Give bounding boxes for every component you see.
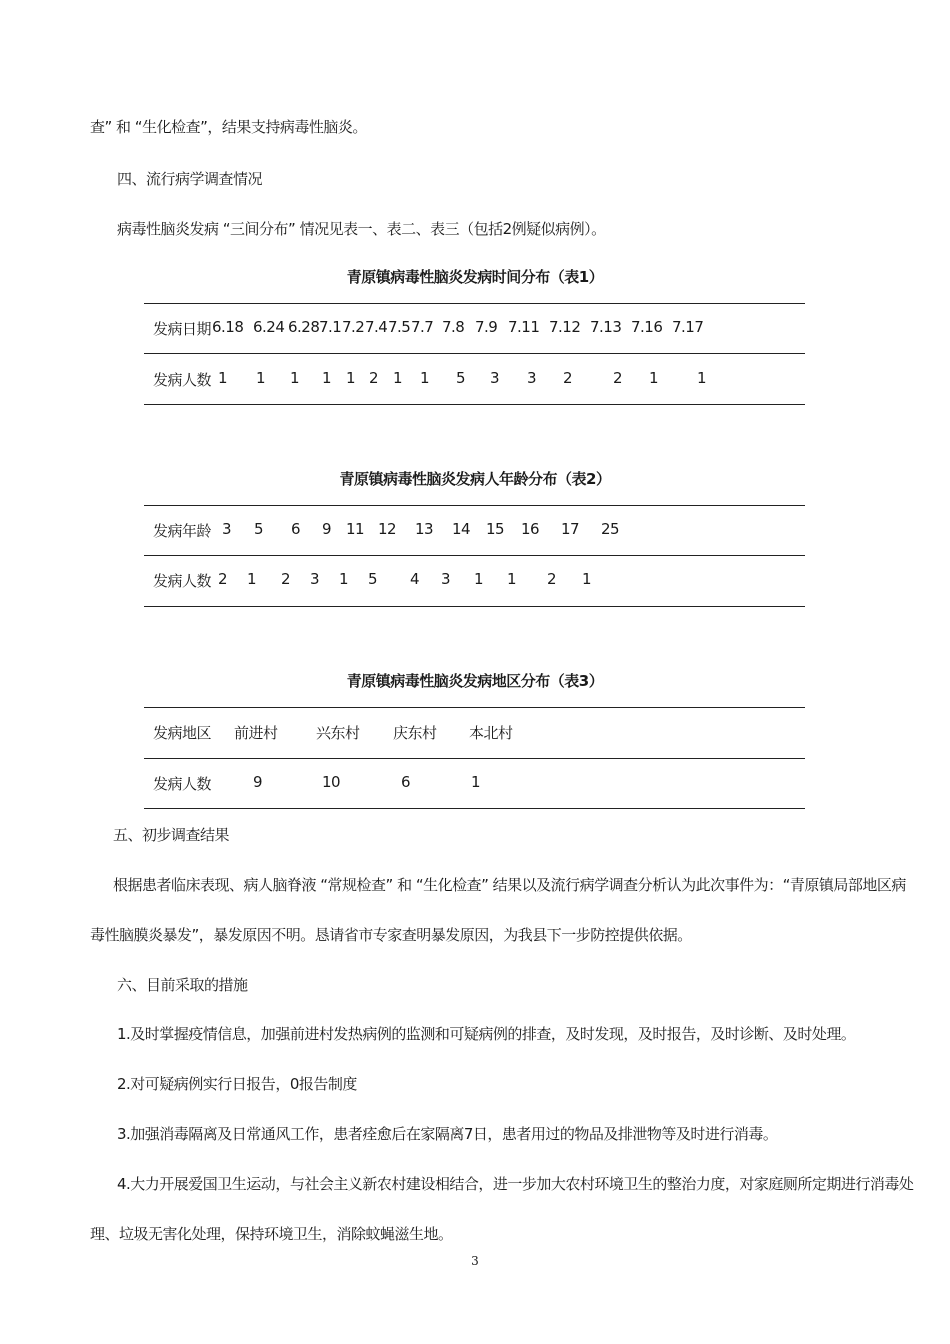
table2-cell: 1 [582,570,592,588]
table2-cell: 13 [415,520,434,538]
table3-bottom-rule [144,808,805,809]
table2-cell: 9 [322,520,332,538]
table2-cell: 14 [452,520,471,538]
table3-cell: 庆东村 [393,724,437,742]
paragraph-conclusion-line1: 根据患者临床表现、病人脑脊液 “常规检查” 和 “生化检查” 结果以及流行病学调查分析认为此次事件为：“青原镇局部地区病 [113,876,906,894]
table1-cell: 5 [456,369,466,387]
table2-cell: 25 [601,520,620,538]
table1-cell: 7.11 [508,318,540,336]
table1-cell: 1 [649,369,659,387]
table2-cell: 5 [254,520,264,538]
table2-title: 青原镇病毒性脑炎发病人年龄分布（表2） [339,470,611,488]
table1-cell: 7.17 [672,318,704,336]
table3-top-rule [144,707,805,708]
table2-top-rule [144,505,805,506]
table1-cell: 7.13 [590,318,622,336]
measure-item-2: 2.对可疑病例实行日报告，0报告制度 [117,1075,357,1093]
table1-cell: 2 [563,369,573,387]
table2-cell: 3 [441,570,451,588]
table1-cell: 2 [369,369,379,387]
table2-row1-label: 发病年龄 [153,522,212,540]
table1-cell: 7.8 [442,318,465,336]
table2-cell: 2 [218,570,228,588]
table1-mid-rule [144,353,805,354]
table3-row1-label: 发病地区 [153,724,212,742]
table3-cell: 9 [253,773,263,791]
table1-cell: 7.1 [319,318,342,336]
table3-row2-label: 发病人数 [153,775,212,793]
table2-cell: 1 [247,570,257,588]
table3-cell: 前进村 [234,724,278,742]
measure-item-4-line2: 理、垃圾无害化处理，保持环境卫生，消除蚊蝇滋生地。 [90,1225,453,1243]
table1-cell: 3 [490,369,500,387]
table2-cell: 1 [507,570,517,588]
measure-item-3: 3.加强消毒隔离及日常通风工作，患者痊愈后在家隔离7日，患者用过的物品及排泄物等及时进行消毒。 [117,1125,778,1143]
table1-title: 青原镇病毒性脑炎发病时间分布（表1） [346,268,604,286]
paragraph-three-distribution: 病毒性脑炎发病 “三间分布” 情况见表一、表二、表三（包括2例疑似病例）。 [117,220,606,238]
table1-cell: 7.5 [388,318,411,336]
table2-cell: 1 [339,570,349,588]
table2-cell: 11 [346,520,365,538]
table1-cell: 1 [322,369,332,387]
table1-cell: 6.18 [212,318,244,336]
table2-cell: 15 [486,520,505,538]
table2-cell: 3 [310,570,320,588]
table1-bottom-rule [144,404,805,405]
table1-cell: 1 [290,369,300,387]
table1-cell: 6.28 [288,318,320,336]
table1-cell: 6.24 [253,318,285,336]
table1-cell: 7.9 [475,318,498,336]
paragraph-conclusion-line2: 毒性脑膜炎暴发”，暴发原因不明。恳请省市专家查明暴发原因，为我县下一步防控提供依据。 [90,926,692,944]
table2-cell: 5 [368,570,378,588]
table3-cell: 1 [471,773,481,791]
table3-title: 青原镇病毒性脑炎发病地区分布（表3） [346,672,604,690]
table3-cell: 6 [401,773,411,791]
page-number: 3 [471,1254,479,1268]
table3-cell: 本北村 [469,724,513,742]
table1-cell: 7.12 [549,318,581,336]
table3-mid-rule [144,758,805,759]
table2-cell: 6 [291,520,301,538]
table1-top-rule [144,303,805,304]
table1-cell: 1 [256,369,266,387]
table1-row1-label: 发病日期 [153,320,212,338]
table2-row2-label: 发病人数 [153,572,212,590]
table1-cell: 3 [527,369,537,387]
section-heading-5: 五、初步调查结果 [113,826,230,844]
paragraph-continuation: 查” 和 “生化检查”，结果支持病毒性脑炎。 [90,118,367,136]
table1-cell: 7.2 [342,318,365,336]
measure-item-1: 1.及时掌握疫情信息，加强前进村发热病例的监测和可疑病例的排查，及时发现，及时报告，及时诊断、及时处理。 [117,1025,856,1043]
table1-cell: 1 [697,369,707,387]
table2-cell: 16 [521,520,540,538]
section-heading-4: 四、流行病学调查情况 [117,170,263,188]
table2-cell: 12 [378,520,397,538]
table2-cell: 4 [410,570,420,588]
table2-cell: 2 [547,570,557,588]
table1-cell: 1 [218,369,228,387]
table1-row2-label: 发病人数 [153,371,212,389]
table2-cell: 2 [281,570,291,588]
table1-cell: 2 [613,369,623,387]
table3-cell: 兴东村 [316,724,360,742]
measure-item-4-line1: 4.大力开展爱国卫生运动，与社会主义新农村建设相结合，进一步加大农村环境卫生的整治力度，对家庭厕所定期进行消毒处 [117,1175,914,1193]
table2-cell: 17 [561,520,580,538]
table1-cell: 1 [393,369,403,387]
table1-cell: 1 [420,369,430,387]
table1-cell: 7.7 [411,318,434,336]
section-heading-6: 六、目前采取的措施 [117,976,248,994]
table2-bottom-rule [144,606,805,607]
table3-cell: 10 [322,773,341,791]
table2-cell: 1 [474,570,484,588]
table1-cell: 7.16 [631,318,663,336]
table2-cell: 3 [222,520,232,538]
table1-cell: 7.4 [365,318,388,336]
table1-cell: 1 [346,369,356,387]
table2-mid-rule [144,555,805,556]
